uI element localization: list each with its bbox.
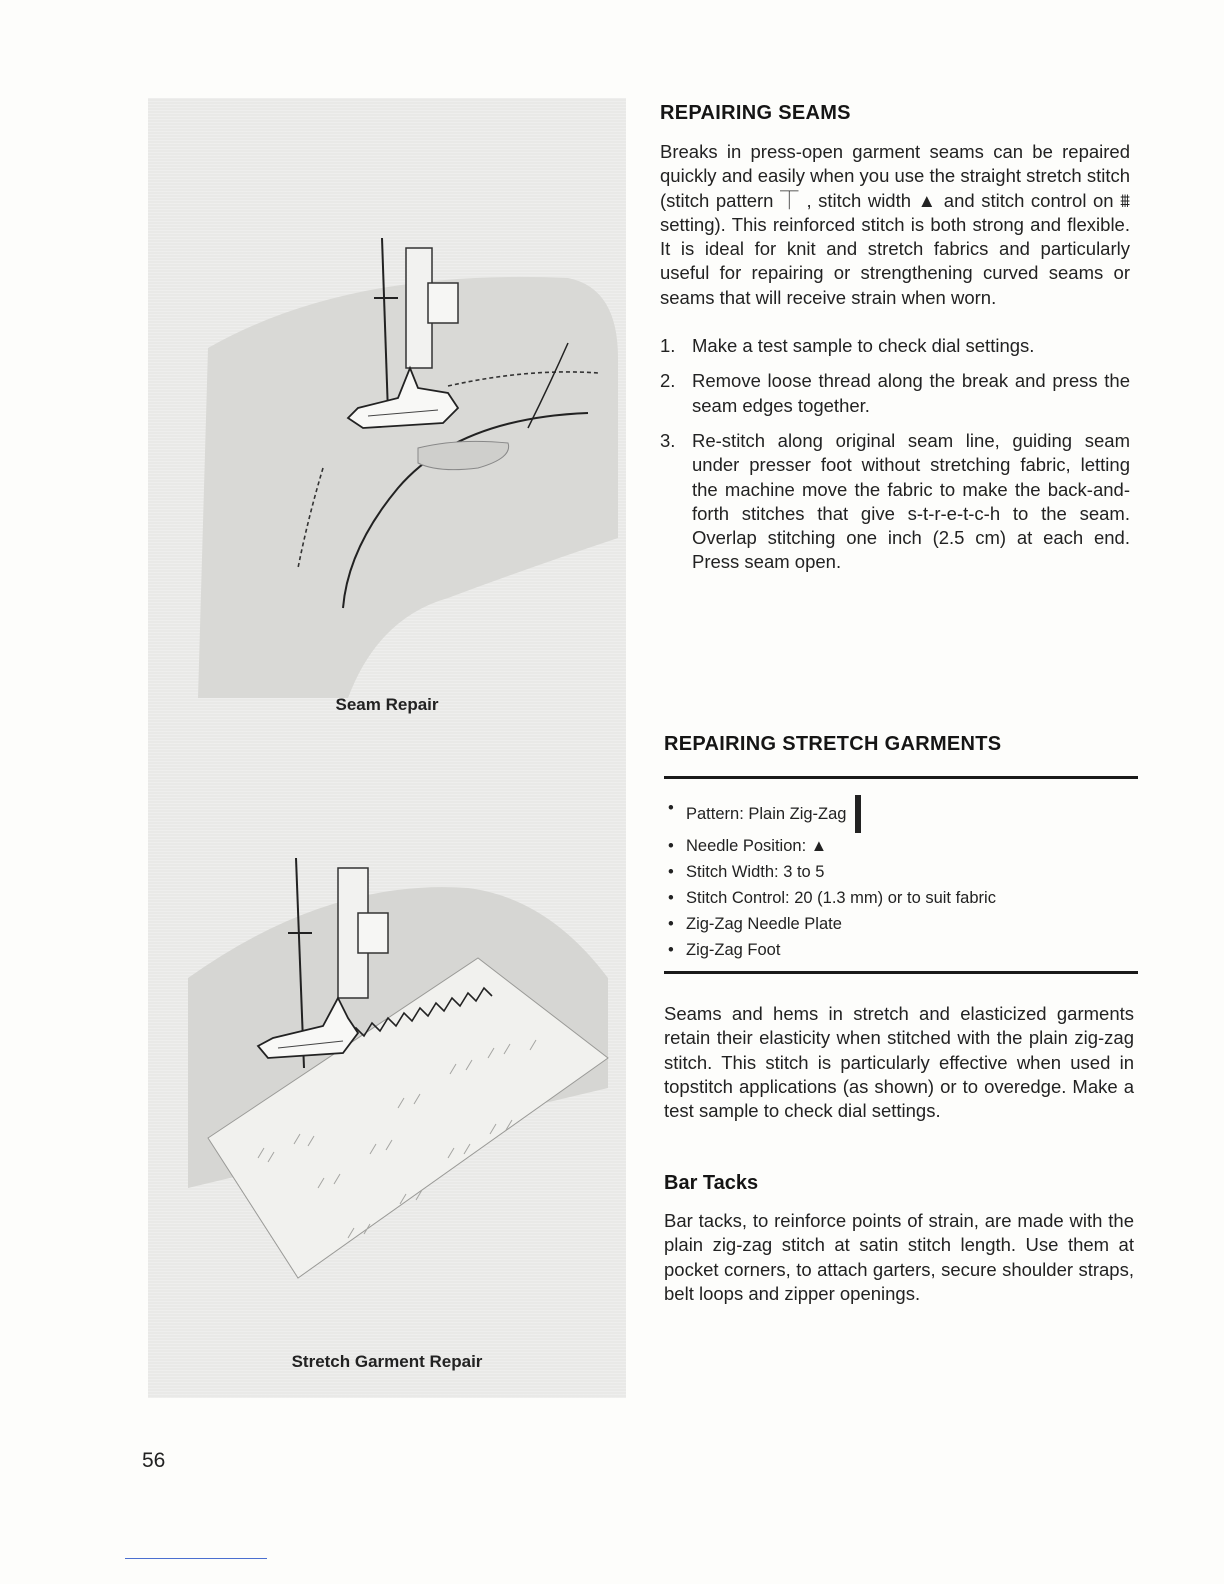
stretch-body: Seams and hems in stretch and elasticized garments retain their elasticity when stitched with the plain zig-zag stitch. This stitch is particularly effective when used in topstitch applications (as shown) or to overedge. Make a test sample to check dial settings. bbox=[664, 1003, 1134, 1122]
illustration-panel bbox=[148, 98, 626, 1398]
stretch-garment-illustration bbox=[148, 858, 626, 1308]
step-item bbox=[660, 429, 1130, 575]
settings-list bbox=[664, 795, 1134, 963]
repairing-stretch-section bbox=[664, 733, 1134, 1123]
spec-text: Zig-Zag Foot bbox=[686, 941, 781, 959]
spec-text: Pattern: Plain Zig-Zag bbox=[686, 805, 847, 823]
step-text: Remove loose thread along the break and press the seam edges together. bbox=[692, 370, 1130, 416]
repairing-seams-heading: REPAIRING SEAMS bbox=[660, 102, 851, 124]
bottom-rule bbox=[664, 971, 1138, 974]
bar-tacks-body: Bar tacks, to reinforce points of strain, are made with the plain zig-zag stitch at satin stitch length. Use them at pocket corners, to attach garters, secure shoulder straps, belt loops and zipper openings. bbox=[664, 1210, 1134, 1304]
spec-item bbox=[664, 885, 1134, 911]
stretch-garment-caption: Stretch Garment Repair bbox=[291, 1352, 483, 1371]
spec-item bbox=[664, 795, 1134, 833]
step-item bbox=[660, 334, 1130, 358]
zigzag-pattern-icon bbox=[855, 795, 861, 833]
repairing-seams-section bbox=[660, 102, 1130, 586]
spec-text: Needle Position: ▲ bbox=[686, 837, 828, 855]
repairing-stretch-heading: REPAIRING STRETCH GARMENTS bbox=[664, 733, 1002, 755]
step-text: Re-stitch along original seam line, guiding seam under presser foot without stretching fabric, letting the machine move the fabric to make the back-and-forth stitches that give s-t-r-e-t-c-h to the seam. Overlap stitching one inch (2.5 cm) at each end. Press seam open. bbox=[692, 429, 1130, 573]
step-text: Make a test sample to check dial settings. bbox=[692, 335, 1035, 357]
step-number: 2. bbox=[660, 370, 676, 392]
bar-tacks-section bbox=[664, 1172, 1134, 1306]
page-number: 56 bbox=[142, 1449, 166, 1472]
spec-item bbox=[664, 833, 1134, 859]
spec-item bbox=[664, 859, 1134, 885]
spec-text: Stitch Width: 3 to 5 bbox=[686, 863, 825, 881]
step-item bbox=[660, 369, 1130, 418]
bar-tacks-heading: Bar Tacks bbox=[664, 1172, 759, 1194]
spec-text: Stitch Control: 20 (1.3 mm) or to suit fabric bbox=[686, 889, 996, 907]
spec-text: Zig-Zag Needle Plate bbox=[686, 915, 842, 933]
spec-item bbox=[664, 911, 1134, 937]
spec-item bbox=[664, 937, 1134, 963]
top-rule bbox=[664, 776, 1138, 779]
step-number: 3. bbox=[660, 429, 676, 451]
footer-line bbox=[125, 1558, 267, 1559]
repairing-seams-intro: Breaks in press-open garment seams can be repaired quickly and easily when you use the straight stretch stitch (stitch pattern ⏉ , stitch width ▲ and stitch control on ⩩ setting). This reinforced stitch is both strong and flexible. It is ideal for knit and stretch fabrics and particularly useful for repairing or strengthening curved seams or seams that will receive strain when worn. bbox=[660, 141, 1130, 308]
step-number: 1. bbox=[660, 335, 676, 357]
repairing-seams-steps bbox=[660, 334, 1130, 575]
seam-repair-illustration bbox=[148, 238, 626, 708]
seam-repair-caption: Seam Repair bbox=[335, 695, 439, 714]
